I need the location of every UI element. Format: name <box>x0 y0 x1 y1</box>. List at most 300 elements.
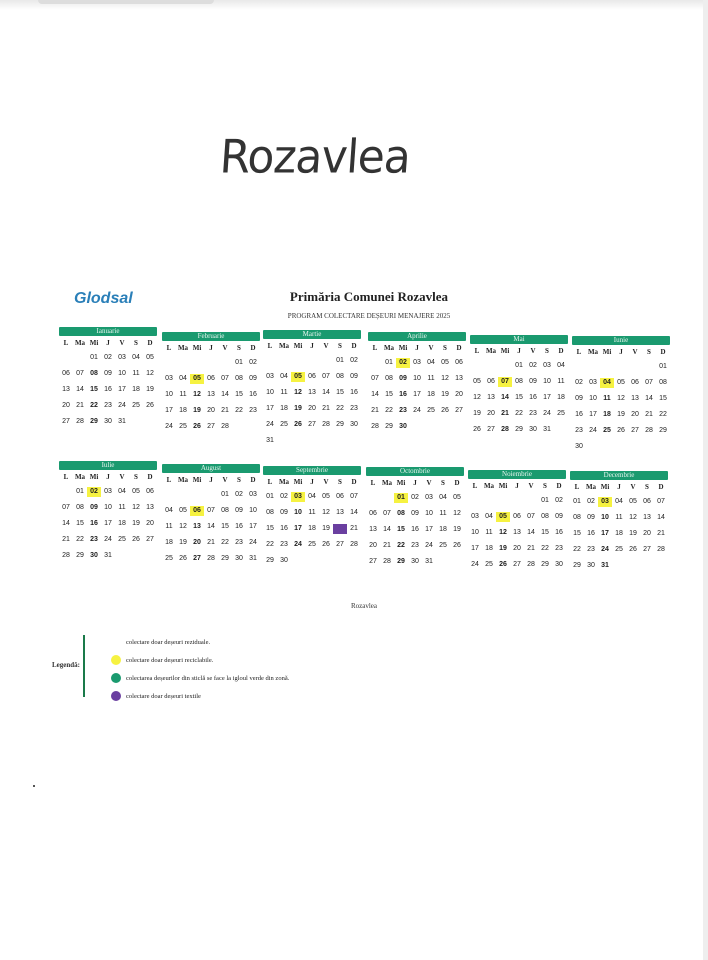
day-cell: 02 <box>396 358 410 368</box>
day-cell: 05 <box>146 354 154 361</box>
day-cell: 31 <box>266 437 274 444</box>
day-cell: 22 <box>659 411 667 418</box>
day-cell: 26 <box>629 546 637 553</box>
weekday-label: D <box>558 347 564 355</box>
weekday-label: Mi <box>396 479 406 487</box>
day-cell: 28 <box>383 558 391 565</box>
weekday-header <box>470 344 568 358</box>
weekday-label: L <box>267 342 273 350</box>
legend-divider <box>83 635 85 697</box>
week-row <box>162 503 260 519</box>
week-row <box>59 414 157 430</box>
day-cell: 09 <box>249 375 257 382</box>
day-cell: 15 <box>515 394 523 401</box>
weekday-label: L <box>372 344 378 352</box>
day-cell: 18 <box>165 539 173 546</box>
day-cell: 28 <box>527 561 535 568</box>
week-row <box>59 484 157 500</box>
day-cell: 28 <box>350 541 358 548</box>
weekday-label: V <box>528 482 534 490</box>
day-cell: 07 <box>645 379 653 386</box>
day-cell: 30 <box>104 418 112 425</box>
weekday-label: J <box>617 483 621 491</box>
weekday-label: Ma <box>585 483 597 491</box>
day-cell: 07 <box>62 504 70 511</box>
month-name: August <box>162 464 260 473</box>
weekday-label: V <box>222 476 228 484</box>
day-cell: 30 <box>411 558 419 565</box>
day-cell: 15 <box>573 530 581 537</box>
weekday-header <box>263 475 361 489</box>
day-cell: 30 <box>280 557 288 564</box>
legend-item-residual <box>111 637 210 647</box>
day-cell: 10 <box>294 509 302 516</box>
day-cell: 02 <box>104 354 112 361</box>
day-cell: 20 <box>193 539 201 546</box>
day-cell: 03 <box>598 497 612 507</box>
day-cell: 12 <box>441 375 449 382</box>
day-cell: 20 <box>369 542 377 549</box>
week-row <box>263 553 361 569</box>
day-cell: 02 <box>529 362 537 369</box>
week-row <box>59 350 157 366</box>
month-name: Octombrie <box>366 467 464 476</box>
day-cell: 29 <box>266 557 274 564</box>
day-cell: 07 <box>657 498 665 505</box>
day-cell: 27 <box>643 546 651 553</box>
day-cell: 21 <box>657 530 665 537</box>
day-cell: 03 <box>425 494 433 501</box>
weekday-label: Mi <box>192 344 202 352</box>
day-cell: 02 <box>249 359 257 366</box>
day-cell: 02 <box>411 494 419 501</box>
weekday-header <box>59 336 157 350</box>
day-cell: 19 <box>146 386 154 393</box>
day-cell: 14 <box>322 389 330 396</box>
day-cell: 20 <box>62 402 70 409</box>
day-cell: 03 <box>291 492 305 502</box>
day-cell: 03 <box>249 491 257 498</box>
week-row <box>263 489 361 505</box>
day-cell: 15 <box>397 526 405 533</box>
day-cell: 12 <box>193 391 201 398</box>
day-cell: 01 <box>541 497 549 504</box>
weekday-header <box>570 480 668 494</box>
day-cell: 29 <box>659 427 667 434</box>
weekday-label: S <box>237 344 241 352</box>
day-cell: 10 <box>118 370 126 377</box>
day-cell: 27 <box>369 558 377 565</box>
day-cell: 05 <box>291 372 305 382</box>
day-cell: 16 <box>399 391 407 398</box>
weekday-label: V <box>323 342 329 350</box>
day-cell: 22 <box>397 542 405 549</box>
day-cell: 07 <box>527 513 535 520</box>
day-cell: 14 <box>645 395 653 402</box>
month-name: Noiembrie <box>468 470 566 479</box>
weekday-label: D <box>250 344 256 352</box>
weekday-label: S <box>545 347 549 355</box>
weekday-label: Mi <box>192 476 202 484</box>
weekday-label: V <box>119 339 125 347</box>
day-cell: 18 <box>280 405 288 412</box>
weekday-label: D <box>556 482 562 490</box>
day-cell: 29 <box>76 552 84 559</box>
day-cell: 15 <box>336 389 344 396</box>
weekday-label: D <box>351 478 357 486</box>
window-right-edge <box>703 0 708 960</box>
day-cell: 19 <box>441 391 449 398</box>
weekday-label: V <box>119 473 125 481</box>
week-row <box>368 419 466 435</box>
weekday-label: S <box>441 479 445 487</box>
day-cell: 17 <box>165 407 173 414</box>
scan-speck <box>33 785 35 787</box>
day-cell: 25 <box>615 546 623 553</box>
day-cell: 21 <box>62 536 70 543</box>
day-cell: 16 <box>555 529 563 536</box>
day-cell: 02 <box>575 379 583 386</box>
day-cell: 31 <box>543 426 551 433</box>
day-cell: 16 <box>104 386 112 393</box>
green-dot-icon <box>111 673 121 683</box>
day-cell: 07 <box>498 377 512 387</box>
weekday-label: V <box>630 483 636 491</box>
day-cell: 03 <box>266 373 274 380</box>
day-cell: 09 <box>399 375 407 382</box>
day-cell: 08 <box>573 514 581 521</box>
week-row <box>59 532 157 548</box>
day-cell: 12 <box>294 389 302 396</box>
month-name: Septembrie <box>263 466 361 475</box>
day-cell: 20 <box>631 411 639 418</box>
week-row <box>263 385 361 401</box>
weekday-label: L <box>166 476 172 484</box>
weekday-label: S <box>338 478 342 486</box>
weekday-label: S <box>647 348 651 356</box>
day-cell: 08 <box>659 379 667 386</box>
day-cell: 23 <box>575 427 583 434</box>
weekday-label: L <box>166 344 172 352</box>
weekday-label: S <box>134 339 138 347</box>
day-cell: 17 <box>425 526 433 533</box>
week-row <box>368 355 466 371</box>
day-cell: 27 <box>487 426 495 433</box>
day-cell: 11 <box>118 504 126 511</box>
day-cell: 08 <box>235 375 243 382</box>
day-cell: 05 <box>441 359 449 366</box>
day-cell: 24 <box>294 541 302 548</box>
week-row <box>572 359 670 375</box>
day-cell: 17 <box>266 405 274 412</box>
day-cell: 09 <box>555 513 563 520</box>
weekday-label: D <box>454 479 460 487</box>
day-cell: 07 <box>322 373 330 380</box>
weekday-label: D <box>147 473 153 481</box>
weekday-label: D <box>351 342 357 350</box>
weekday-label: V <box>222 344 228 352</box>
weekday-label: Mi <box>602 348 612 356</box>
day-cell: 23 <box>280 541 288 548</box>
day-cell: 14 <box>657 514 665 521</box>
document-title: Primăria Comunei Rozavlea <box>289 289 449 304</box>
week-row <box>570 542 668 558</box>
month-iunie <box>572 336 670 455</box>
weekday-label: J <box>515 482 519 490</box>
day-cell: 17 <box>471 545 479 552</box>
day-cell: 05 <box>629 498 637 505</box>
day-cell: 12 <box>322 509 330 516</box>
document-subtitle: PROGRAM COLECTARE DEȘEURI MENAJERE 2025 <box>287 312 451 320</box>
week-row <box>470 406 568 422</box>
day-cell: 01 <box>659 363 667 370</box>
week-row <box>263 537 361 553</box>
week-row <box>468 525 566 541</box>
day-cell: 11 <box>308 509 316 516</box>
day-cell: 17 <box>413 391 421 398</box>
week-row <box>468 493 566 509</box>
weekday-label: L <box>576 348 582 356</box>
week-row <box>59 548 157 564</box>
day-cell: 15 <box>235 391 243 398</box>
weekday-label: Ma <box>278 478 290 486</box>
week-row <box>572 391 670 407</box>
day-cell: 20 <box>455 391 463 398</box>
day-cell: 13 <box>308 389 316 396</box>
weekday-label: D <box>658 483 664 491</box>
day-cell: 17 <box>118 386 126 393</box>
week-row <box>263 401 361 417</box>
weekday-label: V <box>426 479 432 487</box>
day-cell: 16 <box>529 394 537 401</box>
legend-text: colectarea deșeurilor din sticlă se face la igloul verde din zonă. <box>126 674 290 682</box>
day-cell: 06 <box>308 373 316 380</box>
day-cell: 02 <box>235 491 243 498</box>
month-name: Mai <box>470 335 568 344</box>
week-row <box>162 519 260 535</box>
day-cell: 28 <box>62 552 70 559</box>
day-cell: 31 <box>118 418 126 425</box>
day-cell: 17 <box>249 523 257 530</box>
day-cell: 25 <box>280 421 288 428</box>
day-cell: 01 <box>266 493 274 500</box>
week-row <box>366 554 464 570</box>
day-cell: 27 <box>193 555 201 562</box>
day-cell: 24 <box>425 542 433 549</box>
day-cell: 03 <box>413 359 421 366</box>
day-cell: 13 <box>643 514 651 521</box>
day-cell: 11 <box>280 389 288 396</box>
day-cell: 26 <box>441 407 449 414</box>
day-cell: 22 <box>235 407 243 414</box>
week-row <box>570 510 668 526</box>
day-cell: 29 <box>385 423 393 430</box>
week-row <box>263 369 361 385</box>
month-ianuarie <box>59 327 157 430</box>
day-cell: 22 <box>266 541 274 548</box>
weekday-label: L <box>472 482 478 490</box>
day-cell: 11 <box>132 370 140 377</box>
day-cell: 11 <box>165 523 173 530</box>
day-cell: 14 <box>76 386 84 393</box>
day-cell: 30 <box>350 421 358 428</box>
day-cell: 26 <box>179 555 187 562</box>
day-cell: 06 <box>336 493 344 500</box>
day-cell: 03 <box>165 375 173 382</box>
week-row <box>366 506 464 522</box>
day-cell: 31 <box>601 562 609 569</box>
day-cell: 01 <box>90 354 98 361</box>
day-cell: 26 <box>193 423 201 430</box>
month-name: Ianuarie <box>59 327 157 336</box>
day-cell: 24 <box>413 407 421 414</box>
day-cell: 12 <box>146 370 154 377</box>
week-row <box>59 382 157 398</box>
week-row <box>162 535 260 551</box>
weekday-label: J <box>106 339 110 347</box>
day-cell: 10 <box>589 395 597 402</box>
day-cell: 28 <box>207 555 215 562</box>
week-row <box>470 390 568 406</box>
week-row <box>59 500 157 516</box>
day-cell: 08 <box>541 513 549 520</box>
month-name: Martie <box>263 330 361 339</box>
day-cell: 10 <box>249 507 257 514</box>
day-cell: 05 <box>132 488 140 495</box>
week-row <box>263 417 361 433</box>
weekday-label: Mi <box>293 478 303 486</box>
day-cell: 13 <box>146 504 154 511</box>
day-cell: 24 <box>165 423 173 430</box>
day-cell: 23 <box>555 545 563 552</box>
day-cell: 25 <box>557 410 565 417</box>
day-cell: 24 <box>266 421 274 428</box>
week-row <box>162 387 260 403</box>
day-cell: 01 <box>385 359 393 366</box>
week-row <box>470 374 568 390</box>
day-cell: 01 <box>515 362 523 369</box>
legend-item-recyclable <box>111 655 213 665</box>
day-cell: 04 <box>615 498 623 505</box>
weekday-label: V <box>632 348 638 356</box>
day-cell: 08 <box>397 510 405 517</box>
day-cell: 06 <box>643 498 651 505</box>
weekday-label: J <box>415 344 419 352</box>
weekday-header <box>368 341 466 355</box>
month-septembrie <box>263 466 361 569</box>
month-aprilie <box>368 332 466 435</box>
weekday-label: J <box>619 348 623 356</box>
day-cell: 01 <box>336 357 344 364</box>
day-cell: 23 <box>350 405 358 412</box>
day-cell: 05 <box>453 494 461 501</box>
day-cell: 27 <box>455 407 463 414</box>
day-cell: 20 <box>207 407 215 414</box>
week-row <box>368 403 466 419</box>
day-cell: 15 <box>90 386 98 393</box>
day-cell: 06 <box>146 488 154 495</box>
day-cell: 08 <box>221 507 229 514</box>
day-cell: 05 <box>617 379 625 386</box>
week-row <box>366 538 464 554</box>
weekday-label: Mi <box>500 347 510 355</box>
day-cell: 18 <box>179 407 187 414</box>
day-cell: 24 <box>543 410 551 417</box>
day-cell: 14 <box>527 529 535 536</box>
day-cell: 19 <box>473 410 481 417</box>
day-cell: 09 <box>411 510 419 517</box>
day-cell: 11 <box>485 529 493 536</box>
day-cell: 10 <box>601 514 609 521</box>
day-cell: 13 <box>455 375 463 382</box>
weekday-label: D <box>250 476 256 484</box>
week-row <box>366 490 464 506</box>
month-august <box>162 464 260 567</box>
day-cell: 02 <box>587 498 595 505</box>
day-cell: 27 <box>62 418 70 425</box>
day-cell: 21 <box>371 407 379 414</box>
day-cell: 25 <box>132 402 140 409</box>
day-cell: 10 <box>165 391 173 398</box>
day-cell: 11 <box>615 514 623 521</box>
day-cell: 29 <box>515 426 523 433</box>
weekday-label: Mi <box>600 483 610 491</box>
day-cell: 09 <box>280 509 288 516</box>
legend-label: Legendă: <box>52 661 80 669</box>
day-cell: 15 <box>385 391 393 398</box>
window-top-edge <box>0 0 708 10</box>
week-row <box>263 521 361 537</box>
weekday-label: L <box>63 473 69 481</box>
weekday-label: L <box>370 479 376 487</box>
day-cell: 25 <box>603 427 611 434</box>
week-row <box>468 557 566 573</box>
day-cell: 04 <box>179 375 187 382</box>
day-cell: 28 <box>657 546 665 553</box>
day-cell: 25 <box>179 423 187 430</box>
day-cell: 04 <box>427 359 435 366</box>
day-cell: 07 <box>371 375 379 382</box>
week-row <box>468 509 566 525</box>
weekday-header <box>162 473 260 487</box>
yellow-dot-icon <box>111 655 121 665</box>
day-cell: 18 <box>603 411 611 418</box>
month-octombrie <box>366 467 464 570</box>
day-cell: 22 <box>221 539 229 546</box>
day-cell: 02 <box>280 493 288 500</box>
day-cell: 14 <box>350 509 358 516</box>
day-cell: 25 <box>485 561 493 568</box>
week-row <box>570 494 668 510</box>
day-cell: 31 <box>249 555 257 562</box>
month-name: Iunie <box>572 336 670 345</box>
day-cell: 17 <box>601 530 609 537</box>
day-cell: 26 <box>322 541 330 548</box>
day-cell: 04 <box>485 513 493 520</box>
day-cell: 11 <box>179 391 187 398</box>
day-cell: 02 <box>350 357 358 364</box>
weekday-label: S <box>645 483 649 491</box>
day-cell: 20 <box>333 524 347 534</box>
day-cell: 06 <box>487 378 495 385</box>
day-cell: 19 <box>322 525 330 532</box>
week-row <box>59 366 157 382</box>
day-cell: 10 <box>413 375 421 382</box>
day-cell: 21 <box>350 525 358 532</box>
day-cell: 07 <box>350 493 358 500</box>
day-cell: 08 <box>515 378 523 385</box>
day-cell: 05 <box>322 493 330 500</box>
